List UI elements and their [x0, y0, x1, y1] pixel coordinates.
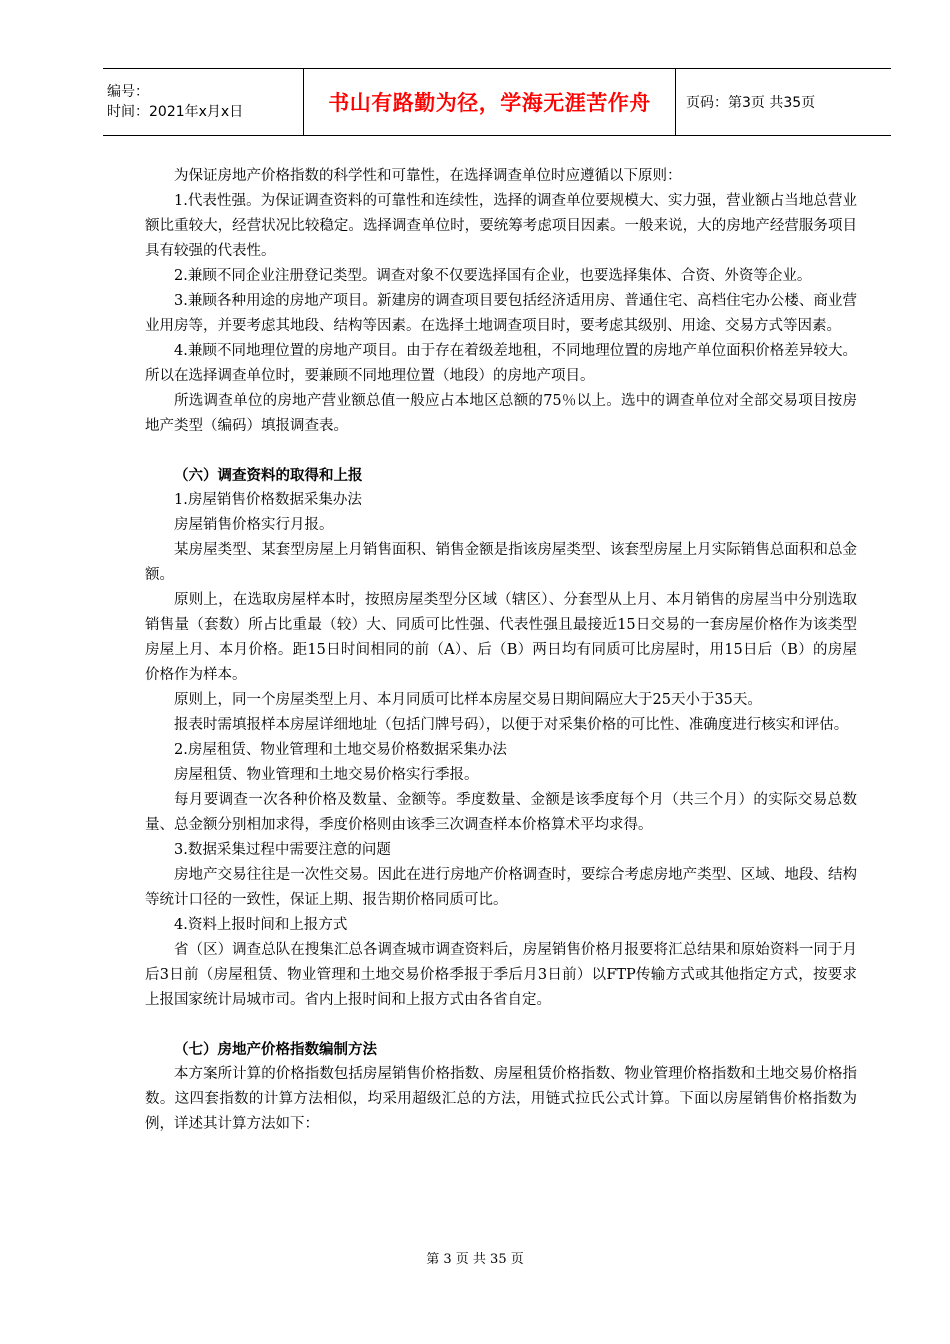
- page-footer: 第 3 页 共 35 页: [426, 1252, 524, 1267]
- document-number-label: 编号：: [107, 84, 149, 100]
- paragraph: 房屋租赁、物业管理和土地交易价格实行季报。: [174, 767, 479, 783]
- paragraph: 4.兼顾不同地理位置的房地产项目。由于存在着级差地租，不同地理位置的房地产单位面积价格差异较大。所以在选择调查单位时，要兼顾不同地理位置（地段）的房地产项目。: [145, 343, 857, 384]
- paragraph: 1.代表性强。为保证调查资料的可靠性和连续性，选择的调查单位要规模大、实力强，营业额占当地总营业额比重较大，经营状况比较稳定。选择调查单位时，要统筹考虑项目因素。一般来说，大的房地产经营服务项目具有较强的代表性。: [145, 193, 857, 259]
- paragraph: 为保证房地产价格指数的科学性和可靠性，在选择调查单位时应遵循以下原则：: [174, 168, 682, 184]
- document-body: [145, 164, 857, 1137]
- paragraph: 1.房屋销售价格数据采集办法: [174, 492, 362, 508]
- paragraph: 省（区）调查总队在搜集汇总各调查城市调查资料后，房屋销售价格月报要将汇总结果和原始资料一同于月后3日前（房屋租赁、物业管理和土地交易价格季报于季后月3日前）以FTP传输方式或其他指定方式，按要求上报国家统计局城市司。省内上报时间和上报方式由各省自定。: [145, 942, 857, 1008]
- paragraph: 2.兼顾不同企业注册登记类型。调查对象不仅要选择国有企业，也要选择集体、合资、外资等企业。: [174, 268, 812, 284]
- paragraph: 3.兼顾各种用途的房地产项目。新建房的调查项目要包括经济适用房、普通住宅、高档住宅办公楼、商业营业用房等，并要考虑其地段、结构等因素。在选择土地调查项目时，要考虑其级别、用途、交易方式等因素。: [145, 293, 857, 334]
- paragraph: 房屋销售价格实行月报。: [174, 517, 334, 533]
- paragraph: 3.数据采集过程中需要注意的问题: [174, 842, 391, 858]
- paragraph: 房地产交易往往是一次性交易。因此在进行房地产价格调查时，要综合考虑房地产类型、区域、地段、结构等统计口径的一致性，保证上期、报告期价格同质可比。: [145, 867, 857, 908]
- paragraph: 每月要调查一次各种价格及数量、金额等。季度数量、金额是该季度每个月（共三个月）的实际交易总数量、总金额分别相加求得，季度价格则由该季三次调查样本价格算术平均求得。: [145, 792, 857, 833]
- paragraph: 某房屋类型、某套型房屋上月销售面积、销售金额是指该房屋类型、该套型房屋上月实际销售总面积和总金额。: [145, 542, 857, 583]
- paragraph: 2.房屋租赁、物业管理和土地交易价格数据采集办法: [174, 742, 507, 758]
- paragraph: 所选调查单位的房地产营业额总值一般应占本地区总额的75％以上。选中的调查单位对全部交易项目按房地产类型（编码）填报调查表。: [145, 393, 857, 434]
- header-page-number: 页码：第3页 共35页: [686, 95, 816, 111]
- paragraph: 原则上，同一个房屋类型上月、本月同质可比样本房屋交易日期间隔应大于25天小于35天。: [174, 692, 762, 708]
- section-heading: （七）房地产价格指数编制方法: [174, 1041, 377, 1058]
- header-info: [103, 69, 303, 135]
- page-header: [103, 68, 891, 136]
- header-slogan: 书山有路勤为径，学海无涯苦作舟: [303, 69, 676, 135]
- document-time-label: 时间：2021年x月x日: [107, 104, 244, 120]
- paragraph: 4.资料上报时间和上报方式: [174, 917, 348, 933]
- paragraph: 原则上，在选取房屋样本时，按照房屋类型分区域（辖区）、分套型从上月、本月销售的房屋当中分别选取销售量（套数）所占比重最（较）大、同质可比性强、代表性强且最接近15日交易的一套房屋价格作为该类型房屋上月、本月价格。距15日时间相同的前（A）、后（B）两日均有同质可比房屋时，用15日后（B）的房屋价格作为样本。: [145, 592, 857, 683]
- paragraph: 本方案所计算的价格指数包括房屋销售价格指数、房屋租赁价格指数、物业管理价格指数和土地交易价格指数。这四套指数的计算方法相似，均采用超级汇总的方法，用链式拉氏公式计算。下面以房屋销售价格指数为例，详述其计算方法如下：: [145, 1066, 857, 1132]
- section-heading: （六）调查资料的取得和上报: [174, 467, 363, 484]
- paragraph: 报表时需填报样本房屋详细地址（包括门牌号码），以便于对采集价格的可比性、准确度进行核实和评估。: [174, 717, 849, 733]
